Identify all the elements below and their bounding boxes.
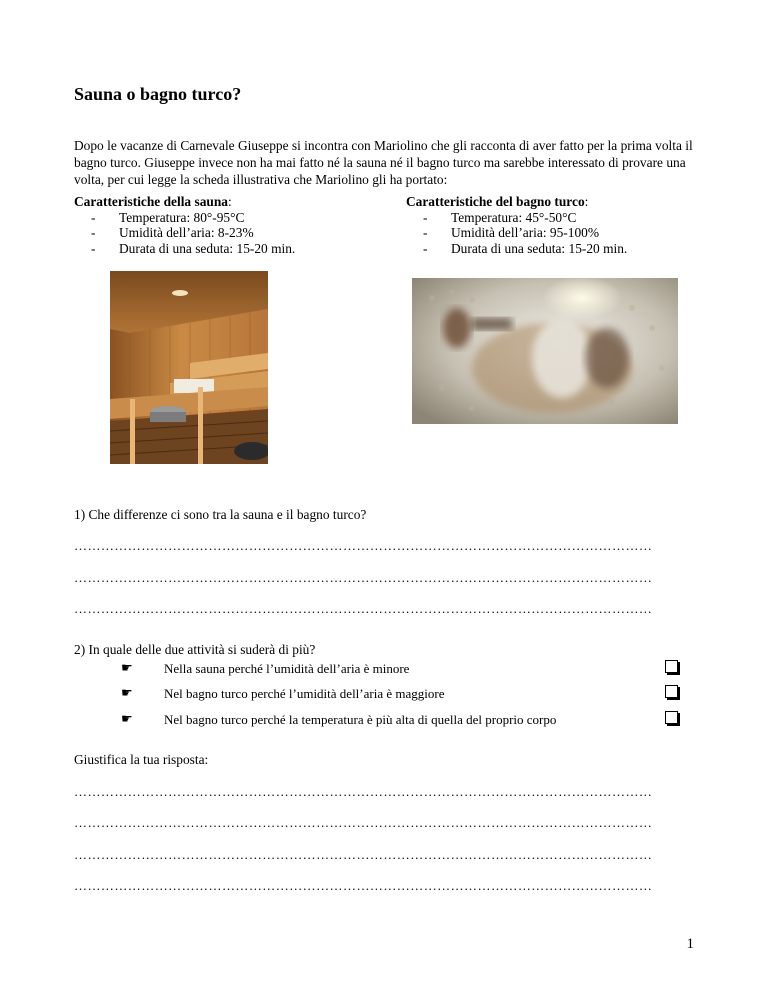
bagno-heading: Caratteristiche del bagno turco	[406, 194, 585, 209]
answer-line[interactable]: …………………………………………………………………………………………………………………	[74, 570, 653, 585]
checkbox-icon[interactable]	[665, 660, 678, 673]
answer-line[interactable]: …………………………………………………………………………………………………………………	[74, 784, 653, 799]
question-1: 1) Che differenze ci sono tra la sauna e il bagno turco?	[74, 507, 367, 522]
sauna-heading: Caratteristiche della sauna	[74, 194, 228, 209]
checkbox-icon[interactable]	[665, 685, 678, 698]
bagno-characteristics: Caratteristiche del bagno turco: - Temperatura: 45°-50°C - Umidità dell’aria: 95-100% - Durata di una seduta: 15-20 min.	[406, 194, 628, 256]
page-title: Sauna o bagno turco?	[74, 84, 242, 104]
pointing-hand-icon: ☛	[121, 660, 133, 675]
question-2: 2) In quale delle due attività si suderà di più?	[74, 642, 316, 657]
pointing-hand-icon: ☛	[121, 685, 133, 700]
option-label: Nel bagno turco perché l’umidità dell’aria è maggiore	[164, 686, 445, 701]
answer-line[interactable]: …………………………………………………………………………………………………………………	[74, 878, 653, 893]
bagno-item: - Temperatura: 45°-50°C	[423, 209, 577, 225]
answer-line[interactable]: …………………………………………………………………………………………………………………	[74, 538, 653, 553]
intro-paragraph: Dopo le vacanze di Carnevale Giuseppe si incontra con Mariolino che gli racconta di aver fatto per la prima volta il bagno turco. Giuseppe invece non ha mai fatto né la sauna né il bagno turco ma sarebbe interessato di provare una volta, per cui legge la scheda illustrativa che Mariolino gli ha portato:	[74, 138, 693, 187]
sauna-photo	[110, 271, 268, 464]
justify-label: Giustifica la tua risposta:	[74, 752, 209, 767]
page-number: 1	[686, 936, 694, 952]
option-label: Nella sauna perché l’umidità dell’aria è minore	[164, 661, 410, 676]
option-label: Nel bagno turco perché la temperatura è più alta di quella del proprio corpo	[164, 712, 557, 727]
answer-line[interactable]: …………………………………………………………………………………………………………………	[74, 847, 653, 862]
bagno-turco-photo	[412, 278, 678, 424]
answer-line[interactable]: …………………………………………………………………………………………………………………	[74, 815, 653, 830]
sauna-item: - Durata di una seduta: 15-20 min.	[91, 240, 296, 256]
sauna-item: - Temperatura: 80°-95°C	[91, 209, 245, 225]
answer-line[interactable]: …………………………………………………………………………………………………………………	[74, 601, 653, 616]
pointing-hand-icon: ☛	[121, 711, 133, 726]
sauna-characteristics: Caratteristiche della sauna: - Temperatura: 80°-95°C - Umidità dell’aria: 8-23% - Durata di una seduta: 15-20 min.	[74, 194, 296, 256]
sauna-item: - Umidità dell’aria: 8-23%	[91, 225, 254, 240]
bagno-item: - Durata di una seduta: 15-20 min.	[423, 240, 628, 256]
checkbox-icon[interactable]	[665, 711, 678, 724]
bagno-item: - Umidità dell’aria: 95-100%	[423, 225, 599, 240]
